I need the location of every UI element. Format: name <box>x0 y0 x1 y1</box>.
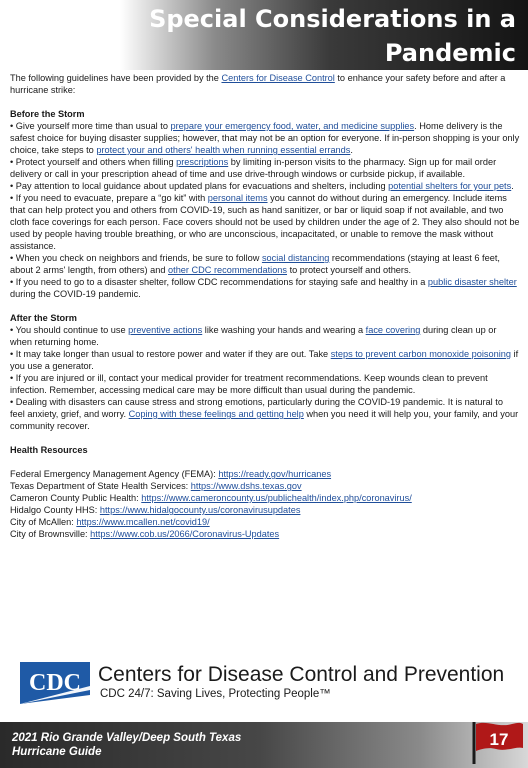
cdc-logo <box>20 662 90 704</box>
resource-url[interactable]: https://www.dshs.texas.gov <box>190 481 302 491</box>
resource-fema <box>10 468 520 480</box>
bullet-shelters <box>10 180 520 192</box>
page-number: 17 <box>489 730 509 749</box>
bullet-text: by limiting in-person visits to the pharmacy. Sign up for mail order delivery or call in your prescription ahead of time and use drive-through windows or curbside pickup, if available. <box>10 157 497 179</box>
title-banner <box>0 0 528 70</box>
public-shelter-link[interactable]: public disaster shelter <box>427 277 517 287</box>
bullet-text: . Home delivery is the safest choice for buying disaster supplies; however, that may not be an option for everyone. If in-person shopping is your only choice, take steps to <box>10 121 520 155</box>
resource-label: Federal Emergency Management Agency (FEMA): <box>10 469 219 479</box>
cdc-name: Centers for Disease Control and Prevention <box>98 663 505 686</box>
bullet-text: to protect yourself and others. <box>287 265 412 275</box>
resource-url[interactable]: https://ready.gov/hurricanes <box>218 469 332 479</box>
article-body <box>10 72 520 540</box>
bullet-text: • Pay attention to local guidance about updated plans for evacuations and shelters, including <box>10 181 389 191</box>
before-storm-heading: Before the Storm <box>10 109 85 119</box>
bullet-text: during clean up or when returning home. <box>10 325 497 347</box>
cdc-tagline: CDC 24/7: Saving Lives, Protecting People™ <box>100 688 331 700</box>
personal-items-link[interactable]: personal items <box>207 193 268 203</box>
prescriptions-link[interactable]: prescriptions <box>176 157 229 167</box>
resource-cameron <box>10 492 520 504</box>
bullet-text: . <box>511 181 514 191</box>
bullet-text: when you need it will help you, your family, and your community recover. <box>10 409 519 431</box>
guide-title-line2: Hurricane Guide <box>12 746 102 758</box>
bullet-text: like washing your hands and wearing a <box>202 325 366 335</box>
carbon-monoxide-link[interactable]: steps to prevent carbon monoxide poisoning <box>330 349 511 359</box>
supplies-link[interactable]: prepare your emergency food, water, and medicine supplies <box>170 121 415 131</box>
resource-brownsville <box>10 528 520 540</box>
bullet-neighbors <box>10 252 520 276</box>
bullet-text: during the COVID-19 pandemic. <box>10 289 141 299</box>
resource-label: Cameron County Public Health: <box>10 493 142 503</box>
intro-text: The following guidelines have been provided by the <box>10 73 222 83</box>
intro-paragraph <box>10 72 520 96</box>
cdc-logo-text: CDC <box>29 670 81 696</box>
cdc-link[interactable]: Centers for Disease Control <box>221 73 335 83</box>
bullet-text: • If you are injured or ill, contact your medical provider for treatment recommendations. Keep wounds clean to prevent infection. Remember, accessing medical care may be more difficult than usual during the pandemic. <box>10 373 488 395</box>
health-resources-heading: Health Resources <box>10 445 88 455</box>
bullet-preventive <box>10 324 520 348</box>
bullet-text: • Protect yourself and others when filling <box>10 157 177 167</box>
guide-title <box>12 731 241 759</box>
bullet-go-kit <box>10 192 520 252</box>
resource-label: Texas Department of State Health Services: <box>10 481 191 491</box>
bullet-prescriptions <box>10 156 520 180</box>
bullet-power <box>10 348 520 372</box>
resource-url[interactable]: https://www.cameroncounty.us/publichealth/index.php/coronavirus/ <box>141 493 412 503</box>
bullet-injured <box>10 372 520 396</box>
bullet-text: . <box>350 145 353 155</box>
resource-label: Hidalgo County HHS: <box>10 505 100 515</box>
resource-dshs <box>10 480 520 492</box>
bullet-stress <box>10 396 520 432</box>
bullet-text: you cannot do without during an emergency. Include items that can help protect you and others from COVID-19, such as hand sanitizer, or bar or liquid soap if not available, and two cloth face coverings for each person. Face covers should not be used by children under the age of 2. They also should not be used by people having trouble breathing, or who are unconscious, incapacitated, or unable to remove the mask without assistance. <box>10 193 520 251</box>
resource-url[interactable]: https://www.mcallen.net/covid19/ <box>76 517 210 527</box>
bullet-text: • You should continue to use <box>10 325 129 335</box>
bullet-supplies <box>10 120 520 156</box>
page-title: Special Considerations in a Pandemic <box>149 5 516 67</box>
bullet-text: • When you check on neighbors and friends, be sure to follow <box>10 253 262 263</box>
resource-url[interactable]: https://www.cob.us/2066/Coronavirus-Updates <box>90 529 280 539</box>
intro-text-end: to enhance your safety before and after a hurricane strike: <box>10 73 506 95</box>
bullet-text: if you use a generator. <box>10 349 519 371</box>
preventive-actions-link[interactable]: preventive actions <box>128 325 203 335</box>
pet-shelters-link[interactable]: potential shelters for your pets <box>388 181 512 191</box>
resource-mcallen <box>10 516 520 528</box>
guide-title-line1: 2021 Rio Grande Valley/Deep South Texas <box>12 732 242 744</box>
bullet-text: • It may take longer than usual to restore power and water if they are out. Take <box>10 349 331 359</box>
after-storm-heading: After the Storm <box>10 313 77 323</box>
social-distancing-link[interactable]: social distancing <box>261 253 330 263</box>
resource-label: City of McAllen: <box>10 517 77 527</box>
face-covering-link[interactable]: face covering <box>365 325 421 335</box>
resource-hidalgo <box>10 504 520 516</box>
cdc-recommendations-link[interactable]: other CDC recommendations <box>168 265 288 275</box>
bullet-text: • If you need to evacuate, prepare a “go kit” with <box>10 193 208 203</box>
errands-link[interactable]: protect your and others' health when running essential errands <box>96 145 351 155</box>
cdc-branding <box>20 662 505 704</box>
resource-label: City of Brownsville: <box>10 529 91 539</box>
bullet-text: • Give yourself more time than usual to <box>10 121 171 131</box>
bullet-disaster-shelter <box>10 276 520 300</box>
resource-url[interactable]: https://www.hidalgocounty.us/coronavirusupdates <box>99 505 301 515</box>
bullet-text: • Dealing with disasters can cause stress and strong emotions, particularly during the COVID-19 pandemic. It is natural to feel anxiety, grief, and worry. <box>10 397 503 419</box>
coping-link[interactable]: Coping with these feelings and getting help <box>128 409 304 419</box>
bullet-text: recommendations (staying at least 6 feet, about 2 arms' length, from others) and <box>10 253 500 275</box>
bullet-text: • If you need to go to a disaster shelter, follow CDC recommendations for staying safe and healthy in a <box>10 277 428 287</box>
page-footer <box>0 722 528 768</box>
